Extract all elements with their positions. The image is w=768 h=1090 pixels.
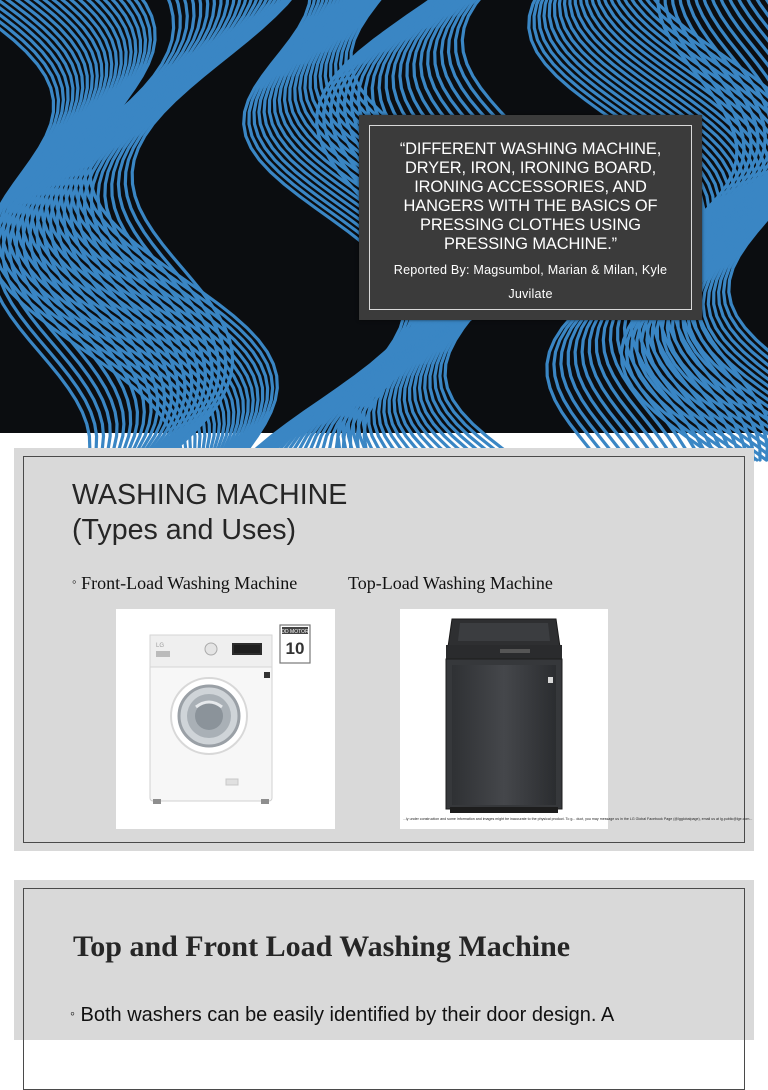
top-load-washer-illustration	[400, 609, 753, 829]
bullet-icon: ◦	[72, 574, 77, 589]
front-load-washer-illustration	[116, 609, 335, 829]
badge-number: 10	[285, 639, 305, 658]
top-front-load-slide	[14, 880, 754, 1040]
product-disclaimer: ...ly under construction and some information and images might be inaccurate to the physical product. To g... duct, you may message us in the LG Global Facebook Page (@lgglobalpage), email us at lg.public@lge.com...	[403, 817, 753, 821]
body-text: Both washers can be easily identified by their door design. A	[80, 1004, 615, 1026]
brand-logo: LG	[156, 643, 165, 649]
front-load-label: Front-Load Washing Machine	[81, 573, 298, 593]
slide-title	[72, 478, 347, 548]
top-load-label: Top-Load Washing Machine	[348, 573, 553, 593]
title-slide	[0, 0, 768, 433]
top-load-washer-image	[400, 609, 753, 829]
reporter-names: Reported By: Magsumbol, Marian & Milan, Kyle Juvilate	[393, 263, 668, 301]
slide-title-line1: WASHING MACHINE	[72, 479, 348, 511]
presentation-title: “DIFFERENT WASHING MACHINE, DRYER, IRON, IRONING BOARD, IRONING ACCESSORIES, AND HANGERS WITH THE BASICS OF PRESSING CLOTHES USING PRESSING MACHINE.”	[399, 140, 662, 253]
slide-title: Top and Front Load Washing Machine	[73, 930, 571, 963]
washing-machine-slide	[14, 448, 754, 851]
title-panel	[359, 115, 702, 320]
badge-title: DD MOTOR	[281, 629, 309, 635]
slide-title-line2: (Types and Uses)	[72, 514, 297, 546]
front-load-item	[72, 573, 297, 594]
front-load-washer-image	[116, 609, 335, 829]
title-panel-border	[369, 125, 692, 310]
slide-body-text	[70, 1004, 614, 1027]
bullet-icon: ◦	[70, 1005, 75, 1021]
slide-frame	[23, 888, 745, 1090]
